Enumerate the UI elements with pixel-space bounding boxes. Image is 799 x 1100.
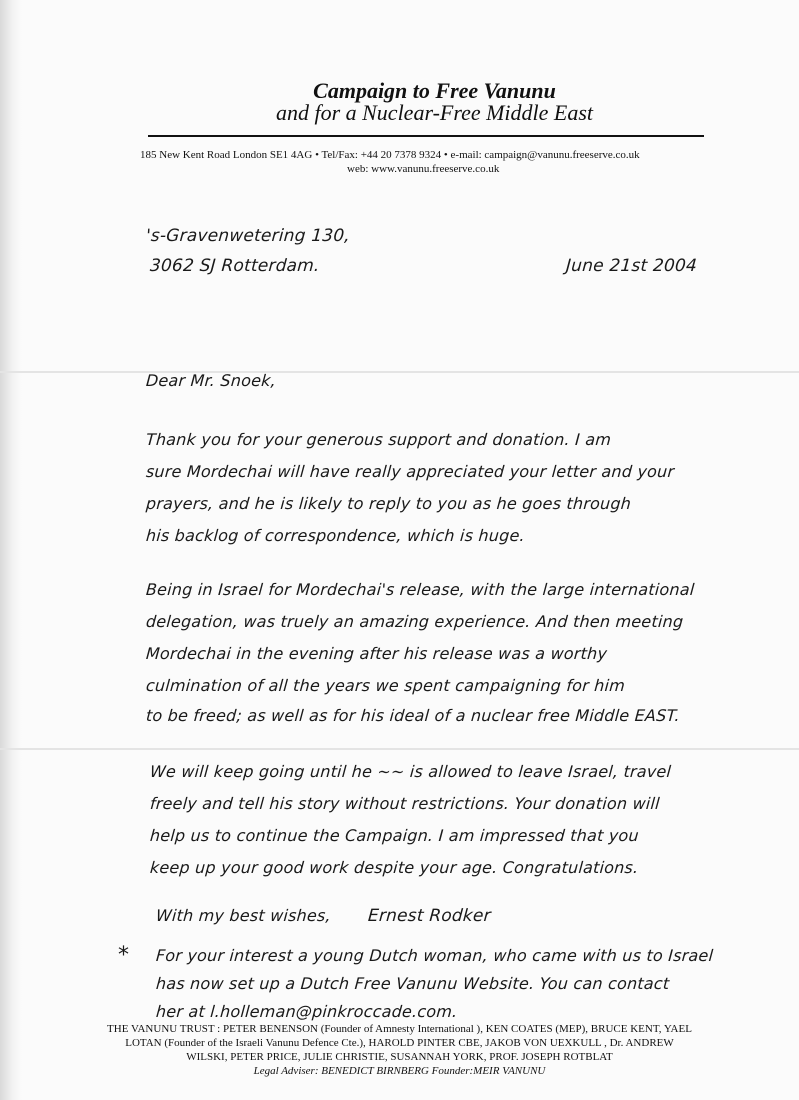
paragraph-2-line: to be freed; as well as for his ideal of a nuclear free Middle EAST. <box>145 706 681 725</box>
paragraph-2-line: culmination of all the years we spent campaigning for him <box>145 676 626 695</box>
paragraph-3-line: keep up your good work despite your age. Congratulations. <box>149 858 640 877</box>
paragraph-1-line: his backlog of correspondence, which is huge. <box>145 526 526 545</box>
paragraph-1-line: prayers, and he is likely to reply to you as he goes through <box>145 494 632 513</box>
paragraph-2-line: Mordechai in the evening after his release was a worthy <box>145 644 608 663</box>
salutation: Dear Mr. Snoek, <box>145 371 277 390</box>
letterhead-web: web: www.vanunu.freeserve.co.uk <box>347 163 500 175</box>
footer-trust-line: LOTAN (Founder of the Israeli Vanunu Defence Cte.), HAROLD PINTER CBE, JAKOB VON UEXKULL , Dr. ANDREW <box>125 1037 674 1049</box>
paragraph-2-line: Being in Israel for Mordechai's release, with the large international <box>145 580 696 599</box>
letter-date: June 21st 2004 <box>565 256 698 276</box>
letterhead-rule <box>148 135 704 137</box>
paper-fold-line <box>0 748 799 750</box>
letterhead-contact: 185 New Kent Road London SE1 4AG • Tel/Fax: +44 20 7378 9324 • e-mail: campaign@vanunu.freeserve.co.uk <box>140 149 640 161</box>
signature: Ernest Rodker <box>367 906 492 926</box>
closing: With my best wishes, <box>155 906 332 925</box>
paragraph-3-line: freely and tell his story without restrictions. Your donation will <box>149 794 661 813</box>
paragraph-3-line: help us to continue the Campaign. I am impressed that you <box>149 826 640 845</box>
paper-fold-line <box>0 371 799 373</box>
address-line-1: 's-Gravenwetering 130, <box>145 226 351 246</box>
asterisk-marker: * <box>118 943 130 968</box>
postscript-line: For your interest a young Dutch woman, who came with us to Israel <box>155 946 714 965</box>
paragraph-1-line: sure Mordechai will have really appreciated your letter and your <box>145 462 675 481</box>
paragraph-3-line: We will keep going until he ~~ is allowed to leave Israel, travel <box>149 762 672 781</box>
paragraph-2-line: delegation, was truely an amazing experience. And then meeting <box>145 612 684 631</box>
letterhead-subtitle: and for a Nuclear-Free Middle East <box>275 100 594 125</box>
postscript-line: her at l.holleman@pinkroccade.com. <box>155 1002 459 1021</box>
page-edge-shadow <box>0 0 22 1100</box>
footer-trust-line: WILSKI, PETER PRICE, JULIE CHRISTIE, SUSANNAH YORK, PROF. JOSEPH ROTBLAT <box>186 1051 613 1063</box>
footer-legal-line: Legal Adviser: BENEDICT BIRNBERG Founder:MEIR VANUNU <box>253 1065 546 1077</box>
paragraph-1-line: Thank you for your generous support and donation. I am <box>145 430 612 449</box>
postscript-line: has now set up a Dutch Free Vanunu Website. You can contact <box>155 974 671 993</box>
address-line-2: 3062 SJ Rotterdam. <box>149 256 321 276</box>
letterhead-title: Campaign to Free Vanunu <box>313 78 556 103</box>
footer-trust-line: THE VANUNU TRUST : PETER BENENSON (Founder of Amnesty International ), KEN COATES (MEP), BRUCE KENT, YAEL <box>107 1023 692 1035</box>
